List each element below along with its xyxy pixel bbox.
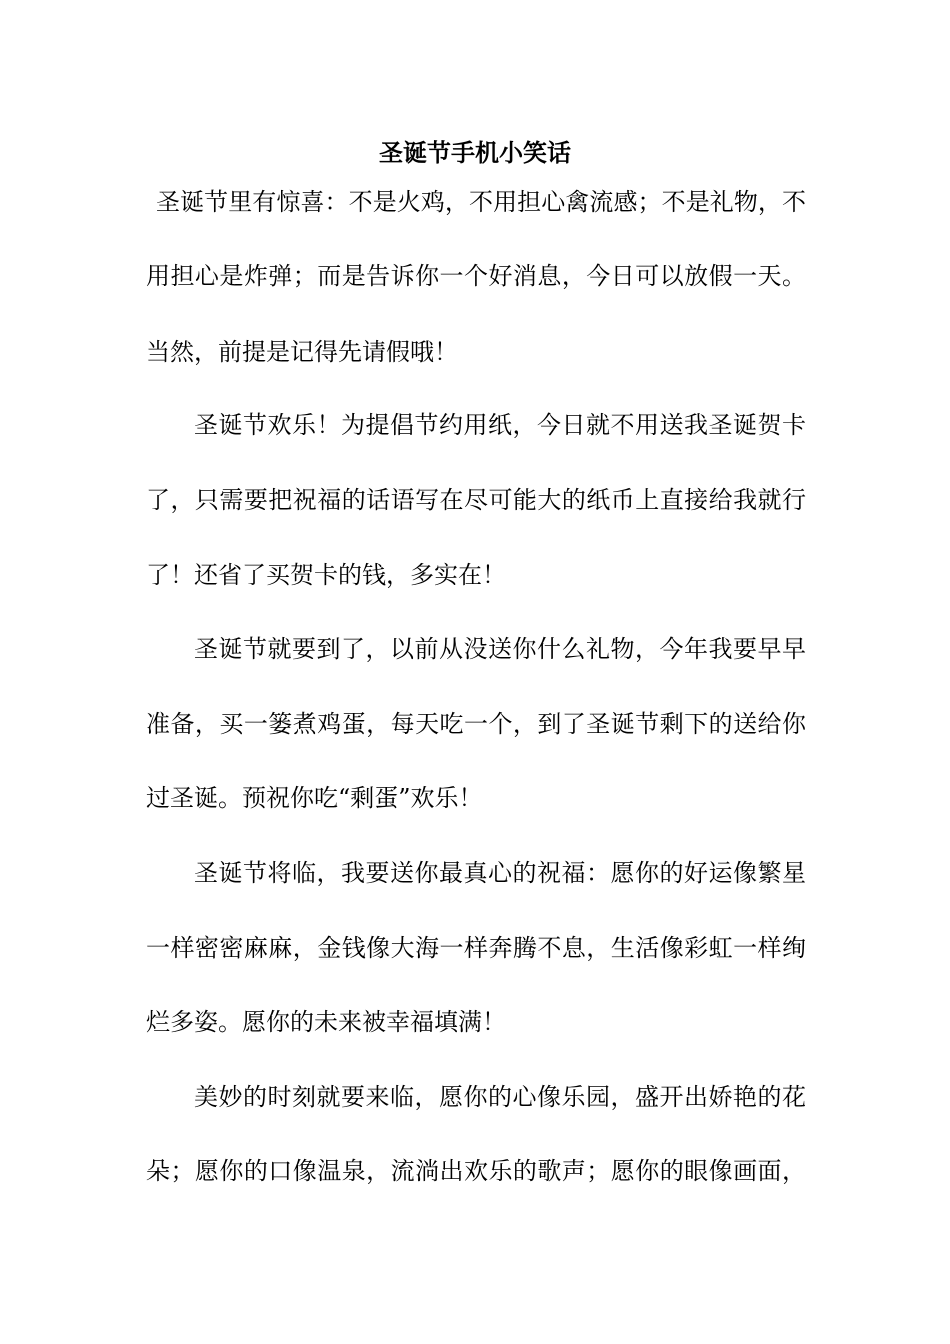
document-title: 圣诞节手机小笑话 <box>379 138 571 167</box>
paragraph-1-line-3: 当然，前提是记得先请假哦！ <box>146 338 458 366</box>
paragraph-2-line-1: 圣诞节欢乐！为提倡节约用纸，今日就不用送我圣诞贺卡 <box>194 411 806 439</box>
paragraph-5-line-2: 朵；愿你的口像温泉，流淌出欢乐的歌声；愿你的眼像画面， <box>146 1157 806 1185</box>
paragraph-2-line-2: 了，只需要把祝福的话语写在尽可能大的纸币上直接给我就行 <box>146 486 806 514</box>
paragraph-1-line-1: 圣诞节里有惊喜：不是火鸡，不用担心禽流感；不是礼物，不 <box>156 188 806 216</box>
paragraph-3-line-2: 准备，买一篓煮鸡蛋，每天吃一个，到了圣诞节剩下的送给你 <box>146 710 806 738</box>
paragraph-4-line-2: 一样密密麻麻，金钱像大海一样奔腾不息，生活像彩虹一样绚 <box>146 934 806 962</box>
paragraph-4-line-1: 圣诞节将临，我要送你最真心的祝福：愿你的好运像繁星 <box>194 859 806 887</box>
paragraph-3-line-3: 过圣诞。预祝你吃“剩蛋”欢乐！ <box>146 784 483 812</box>
paragraph-5-line-1: 美妙的时刻就要来临，愿你的心像乐园，盛开出娇艳的花 <box>194 1083 806 1111</box>
paragraph-1-line-2: 用担心是炸弹；而是告诉你一个好消息，今日可以放假一天。 <box>146 262 806 290</box>
paragraph-4-line-3: 烂多姿。愿你的未来被幸福填满！ <box>146 1008 506 1036</box>
paragraph-2-line-3: 了！还省了买贺卡的钱，多实在！ <box>146 561 506 589</box>
paragraph-3-line-1: 圣诞节就要到了，以前从没送你什么礼物，今年我要早早 <box>194 635 806 663</box>
